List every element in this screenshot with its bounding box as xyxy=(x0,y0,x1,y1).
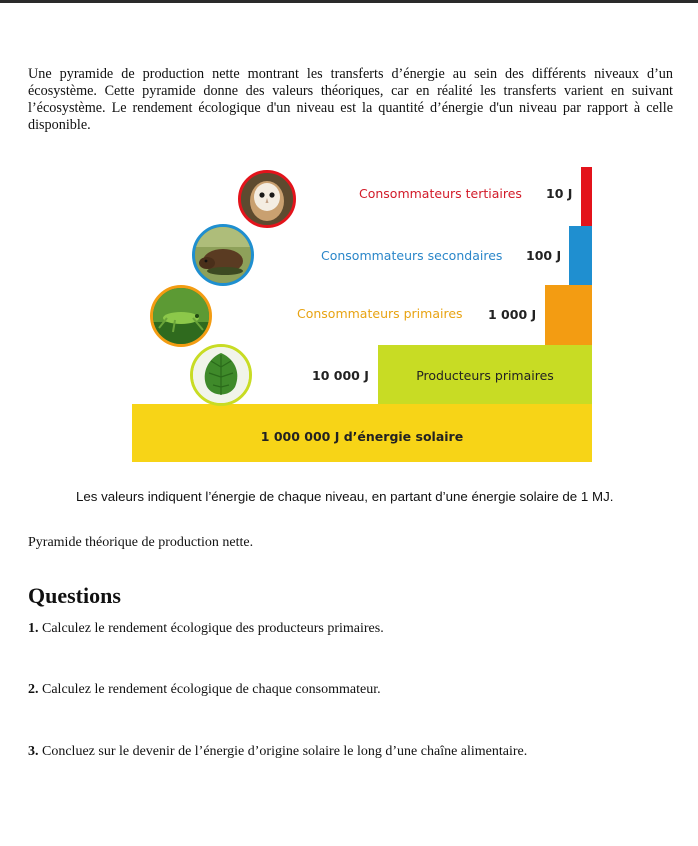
tertiary-consumers-label: Consommateurs tertiaires xyxy=(359,186,522,201)
secondary-consumers-bar xyxy=(569,226,592,285)
shrew-icon xyxy=(195,227,251,283)
leaf-icon xyxy=(193,347,249,403)
question-number: 1. xyxy=(28,621,39,636)
grasshopper-image xyxy=(150,285,212,347)
secondary-consumers-label: Consommateurs secondaires xyxy=(321,248,503,263)
figure-subcaption: Pyramide théorique de production nette. xyxy=(28,535,254,550)
owl-image xyxy=(238,170,296,228)
question-1 xyxy=(28,621,384,637)
leaf-image xyxy=(190,344,252,406)
question-2 xyxy=(28,682,381,698)
secondary-consumers-value: 100 J xyxy=(526,248,562,263)
producers-label: Producteurs primaires xyxy=(416,368,554,383)
question-text: Calculez le rendement écologique de chaque consommateur. xyxy=(42,682,381,697)
figure-caption: Les valeurs indiquent l’énergie de chaque niveau, en partant d’une énergie solaire de 1 MJ. xyxy=(76,489,614,504)
question-text: Concluez sur le devenir de l’énergie d’origine solaire le long d’une chaîne alimentaire. xyxy=(42,744,528,759)
grasshopper-icon xyxy=(153,288,209,344)
primary-consumers-value: 1 000 J xyxy=(488,307,537,322)
top-border xyxy=(0,0,698,3)
solar-energy-label: 1 000 000 J d’énergie solaire xyxy=(260,429,464,444)
primary-consumers-bar xyxy=(545,285,592,345)
tertiary-consumers-bar xyxy=(581,167,592,226)
questions-title: Questions xyxy=(28,583,121,608)
shrew-image xyxy=(192,224,254,286)
producers-value: 10 000 J xyxy=(312,368,369,383)
question-number: 3. xyxy=(28,744,39,759)
tertiary-consumers-value: 10 J xyxy=(546,186,573,201)
question-3 xyxy=(28,744,527,760)
question-text: Calculez le rendement écologique des producteurs primaires. xyxy=(42,621,384,636)
intro-paragraph: Une pyramide de production nette montrant les transferts d’énergie au sein des différents niveaux d’un écosystème. Cette pyramide donne des valeurs théoriques, car en réalité les transferts varient en suivant l’écosystème. Le rendement écologique d'un niveau est la quantité d’énergie d'un niveau par rapport à celle disponible. xyxy=(28,66,673,133)
primary-consumers-label: Consommateurs primaires xyxy=(297,306,463,321)
owl-icon xyxy=(241,173,293,225)
question-number: 2. xyxy=(28,682,39,697)
